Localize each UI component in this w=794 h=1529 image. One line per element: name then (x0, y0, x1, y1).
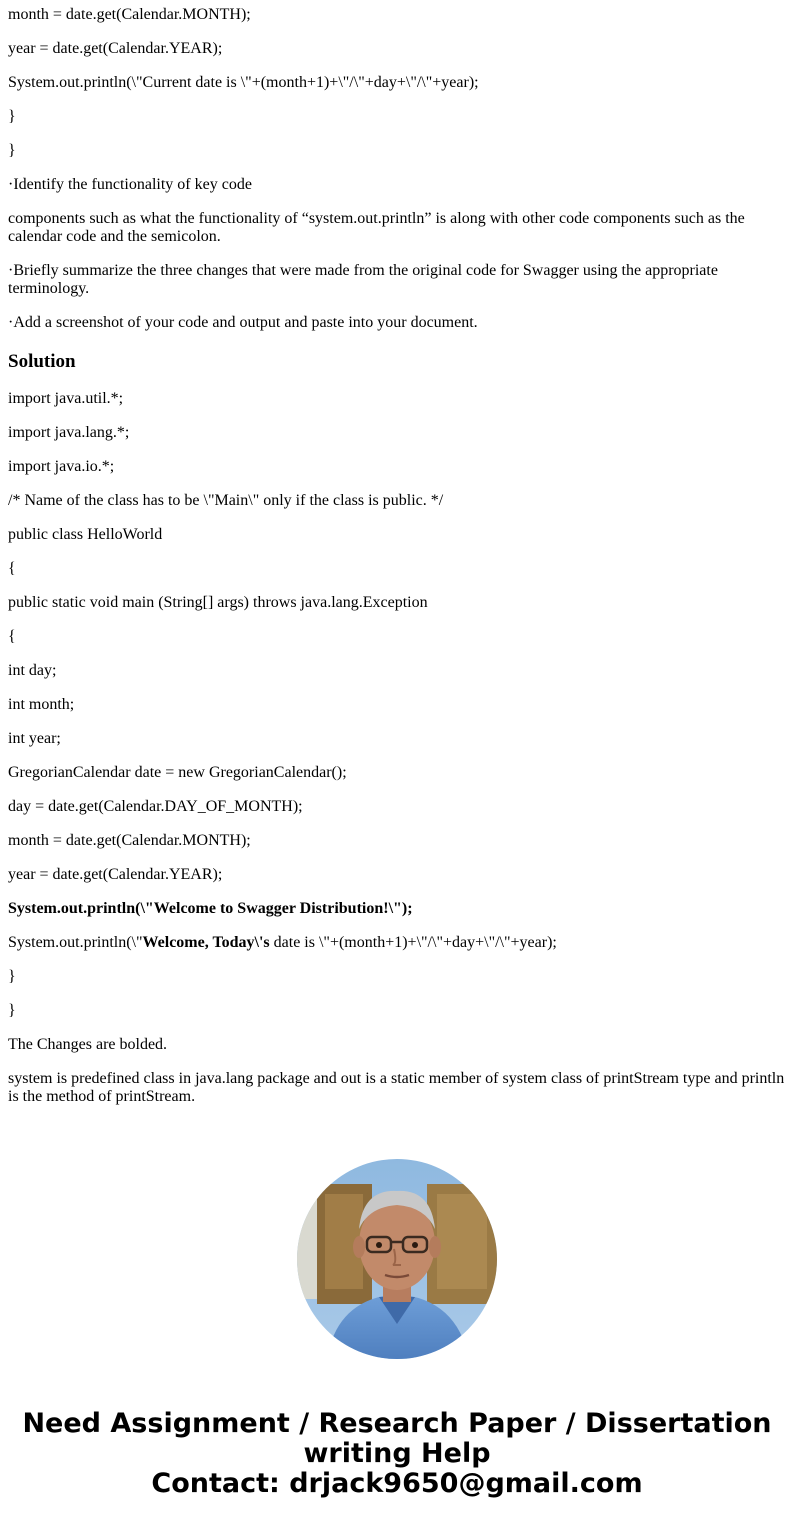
code-prefix: System.out.println(\" (8, 934, 143, 951)
question-bullet: ·Add a screenshot of your code and output and paste into your document. (8, 314, 478, 331)
code-line: GregorianCalendar date = new GregorianCalendar(); (8, 764, 347, 781)
code-comment: /* Name of the class has to be \"Main\" only if the class is public. */ (8, 492, 444, 509)
code-line: int day; (8, 662, 57, 679)
question-line: } (8, 142, 16, 159)
code-line: public static void main (String[] args) throws java.lang.Exception (8, 594, 428, 611)
code-line-bold (8, 900, 786, 918)
question-line: System.out.println(\"Current date is \"+(month+1)+\"/\"+day+\"/\"+year); (8, 74, 479, 91)
promo-banner (0, 1409, 794, 1499)
question-line: } (8, 108, 16, 125)
solution-heading: Solution (8, 351, 76, 372)
question-bullet: ·Briefly summarize the three changes that were made from the original code for Swagger using the appropriate terminology. (8, 262, 718, 297)
code-line-mixed (8, 934, 786, 952)
promo-line: Need Assignment / Research Paper / Dissertation (22, 1408, 772, 1439)
code-line: month = date.get(Calendar.MONTH); (8, 832, 251, 849)
changes-note: The Changes are bolded. (8, 1036, 168, 1053)
promo-line: writing Help (303, 1438, 491, 1469)
document-body (0, 6, 794, 1106)
question-bullet: ·Identify the functionality of key code (8, 176, 252, 193)
code-line: { (8, 628, 16, 645)
code-line: int month; (8, 696, 75, 713)
code-line: { (8, 560, 16, 577)
code-line: } (8, 1002, 16, 1019)
promo-contact: Contact: drjack9650@gmail.com (151, 1468, 643, 1499)
code-line: day = date.get(Calendar.DAY_OF_MONTH); (8, 798, 303, 815)
code-line: import java.util.*; (8, 390, 124, 407)
code-line: int year; (8, 730, 61, 747)
question-line: year = date.get(Calendar.YEAR); (8, 40, 223, 57)
code-line: import java.lang.*; (8, 424, 130, 441)
bold-change: Welcome, Today\'s (142, 934, 270, 951)
tutor-avatar (297, 1159, 497, 1359)
code-line: year = date.get(Calendar.YEAR); (8, 866, 223, 883)
explanation-paragraph: system is predefined class in java.lang package and out is a static member of system class of printStream type and println is the method of printStream. (8, 1070, 785, 1105)
code-suffix: date is \"+(month+1)+\"/\"+day+\"/\"+year); (269, 934, 557, 951)
code-line: } (8, 968, 16, 985)
avatar-illustration (297, 1159, 497, 1359)
code-line: import java.io.*; (8, 458, 115, 475)
code-line: public class HelloWorld (8, 526, 163, 543)
question-paragraph: components such as what the functionality of “system.out.println” is along with other code components such as the calendar code and the semicolon. (8, 210, 745, 245)
bold-change: System.out.println(\"Welcome to Swagger Distribution!\"); (8, 900, 413, 917)
question-line: month = date.get(Calendar.MONTH); (8, 6, 251, 23)
